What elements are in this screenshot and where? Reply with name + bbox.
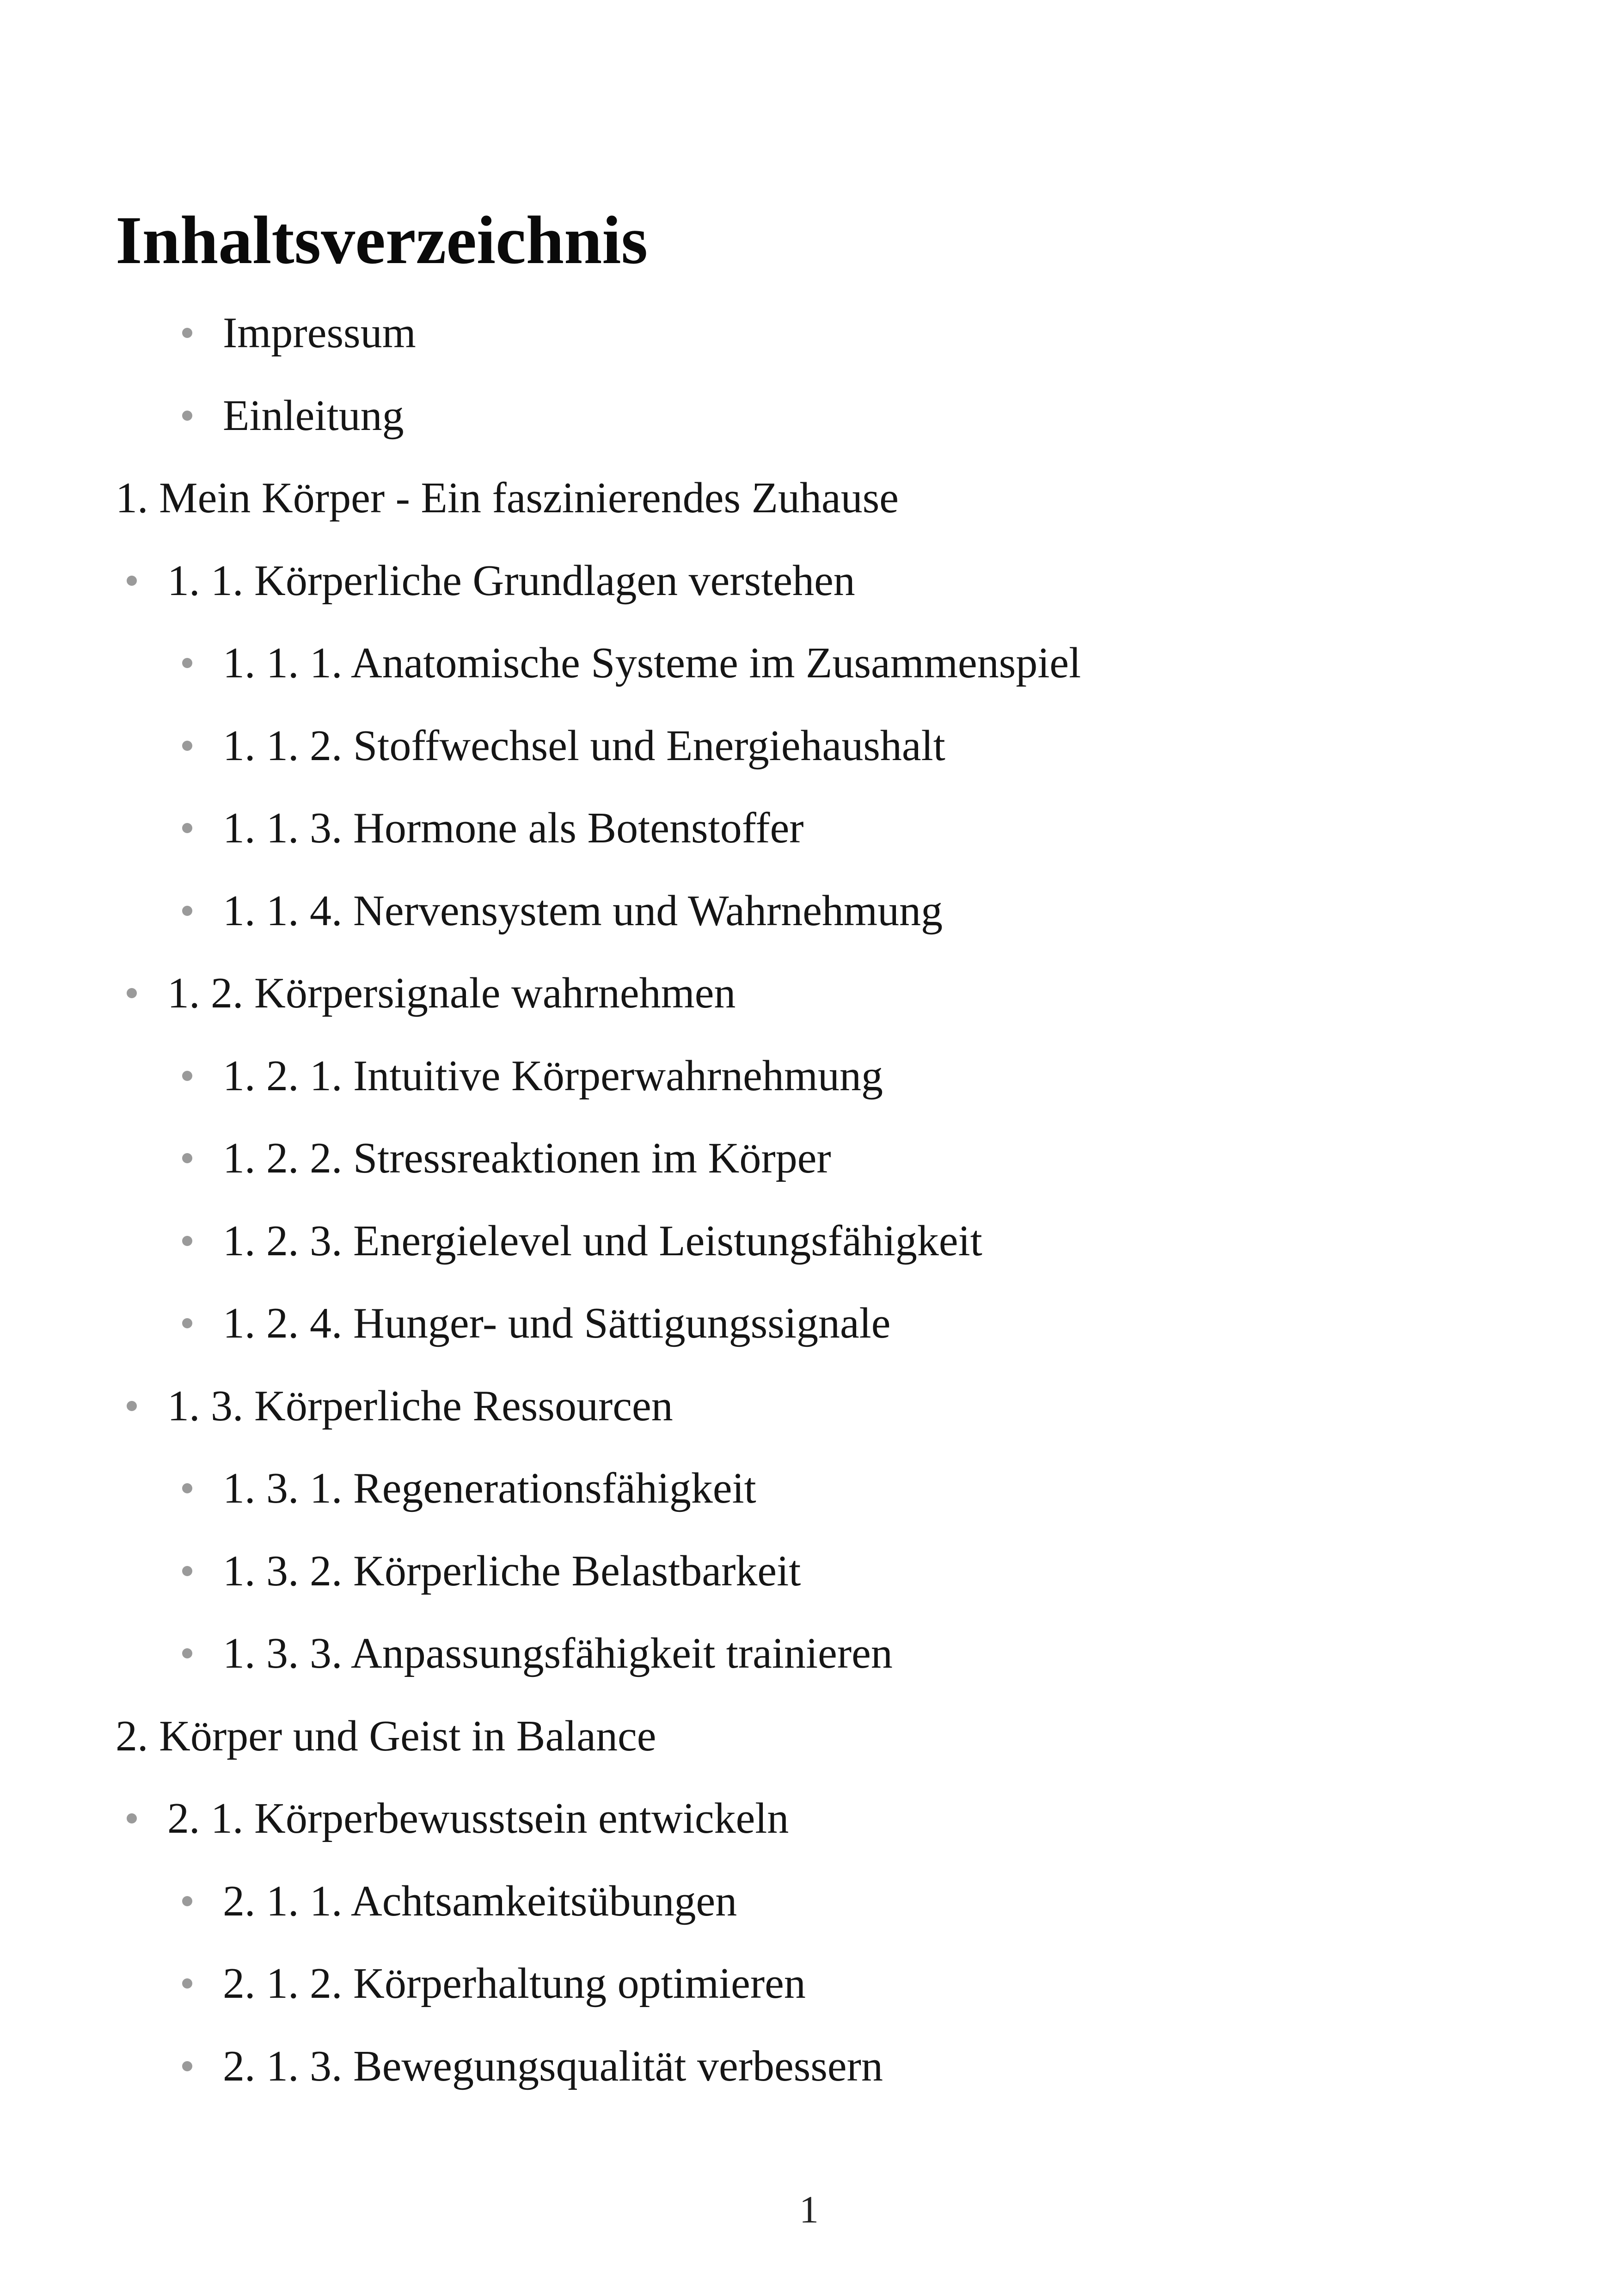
bullet-icon <box>182 1318 192 1328</box>
bullet-icon <box>182 1566 192 1576</box>
toc-entry[interactable] <box>182 298 416 368</box>
toc-entry[interactable] <box>127 958 735 1028</box>
toc-entry[interactable] <box>182 711 945 780</box>
toc-entry-label: 1. 1. 3. Hormone als Botenstoffer <box>223 804 804 852</box>
toc-entry[interactable] <box>182 1454 756 1523</box>
toc-entry[interactable] <box>182 1289 891 1358</box>
toc-entry[interactable] <box>127 1784 789 1853</box>
bullet-icon <box>127 1813 137 1823</box>
toc-entry-label: 1. 3. 2. Körperliche Belastbarkeit <box>223 1547 801 1595</box>
bullet-icon <box>127 988 137 998</box>
toc-entry[interactable] <box>182 793 804 863</box>
toc-entry[interactable] <box>127 1371 673 1441</box>
toc-entry[interactable] <box>182 1206 982 1276</box>
toc-entry-label: Einleitung <box>223 392 404 440</box>
toc-heading: Inhaltsverzeichnis <box>116 203 648 278</box>
toc-entry[interactable] <box>116 463 899 533</box>
toc-entry[interactable] <box>182 381 404 450</box>
toc-entry[interactable] <box>182 1041 883 1111</box>
bullet-icon <box>182 1483 192 1493</box>
toc-entry-label: 1. 1. Körperliche Grundlagen verstehen <box>167 557 855 605</box>
toc-entry-label: 1. 2. 1. Intuitive Körperwahrnehmung <box>223 1052 883 1100</box>
bullet-icon <box>182 741 192 751</box>
toc-entry[interactable] <box>182 1619 893 1688</box>
bullet-icon <box>182 1153 192 1163</box>
toc-entry-label: 1. 3. 3. Anpassungsfähigkeit trainieren <box>223 1629 893 1677</box>
bullet-icon <box>182 1648 192 1658</box>
page-number: 1 <box>799 2188 819 2231</box>
bullet-icon <box>127 1401 137 1411</box>
toc-entry-label: 2. 1. 3. Bewegungsqualität verbessern <box>223 2042 883 2090</box>
toc-entry-label: 1. 1. 4. Nervensystem und Wahrnehmung <box>223 887 943 935</box>
toc-entry-label: 1. 1. 2. Stoffwechsel und Energiehaushalt <box>223 722 945 770</box>
toc-entry-label: 2. Körper und Geist in Balance <box>116 1712 656 1760</box>
toc-entry-label: 2. 1. 2. Körperhaltung optimieren <box>223 1959 806 2007</box>
toc-entry[interactable] <box>116 1701 656 1771</box>
bullet-icon <box>182 2061 192 2071</box>
toc-entry-label: Impressum <box>223 309 416 357</box>
toc-entry-label: 1. Mein Körper - Ein faszinierendes Zuhause <box>116 474 899 522</box>
toc-entry[interactable] <box>182 1949 806 2018</box>
bullet-icon <box>182 1236 192 1246</box>
toc-entry-label: 1. 1. 1. Anatomische Systeme im Zusammenspiel <box>223 639 1081 687</box>
toc-entry-label: 1. 3. 1. Regenerationsfähigkeit <box>223 1464 756 1512</box>
toc-entry-label: 2. 1. Körperbewusstsein entwickeln <box>167 1794 789 1842</box>
toc-entry[interactable] <box>182 1536 801 1606</box>
toc-entry[interactable] <box>182 628 1081 698</box>
toc-entry[interactable] <box>182 876 943 945</box>
toc-entry[interactable] <box>182 1866 737 1936</box>
toc-entry-label: 1. 2. 3. Energielevel und Leistungsfähigkeit <box>223 1217 982 1265</box>
bullet-icon <box>182 1071 192 1081</box>
bullet-icon <box>182 411 192 421</box>
toc-entry-label: 1. 3. Körperliche Ressourcen <box>167 1382 673 1430</box>
toc-entry-label: 1. 2. Körpersignale wahrnehmen <box>167 969 736 1017</box>
toc-entry[interactable] <box>182 1123 831 1193</box>
toc-entry[interactable] <box>127 546 855 615</box>
bullet-icon <box>182 823 192 833</box>
bullet-icon <box>182 658 192 668</box>
toc-entry-label: 1. 2. 4. Hunger- und Sättigungssignale <box>223 1299 891 1347</box>
bullet-icon <box>182 906 192 916</box>
toc-entry-label: 1. 2. 2. Stressreaktionen im Körper <box>223 1134 831 1182</box>
bullet-icon <box>127 576 137 586</box>
toc-entry-label: 2. 1. 1. Achtsamkeitsübungen <box>223 1877 737 1925</box>
bullet-icon <box>182 1896 192 1906</box>
toc-entry[interactable] <box>182 2032 883 2101</box>
bullet-icon <box>182 328 192 338</box>
bullet-icon <box>182 1978 192 1989</box>
